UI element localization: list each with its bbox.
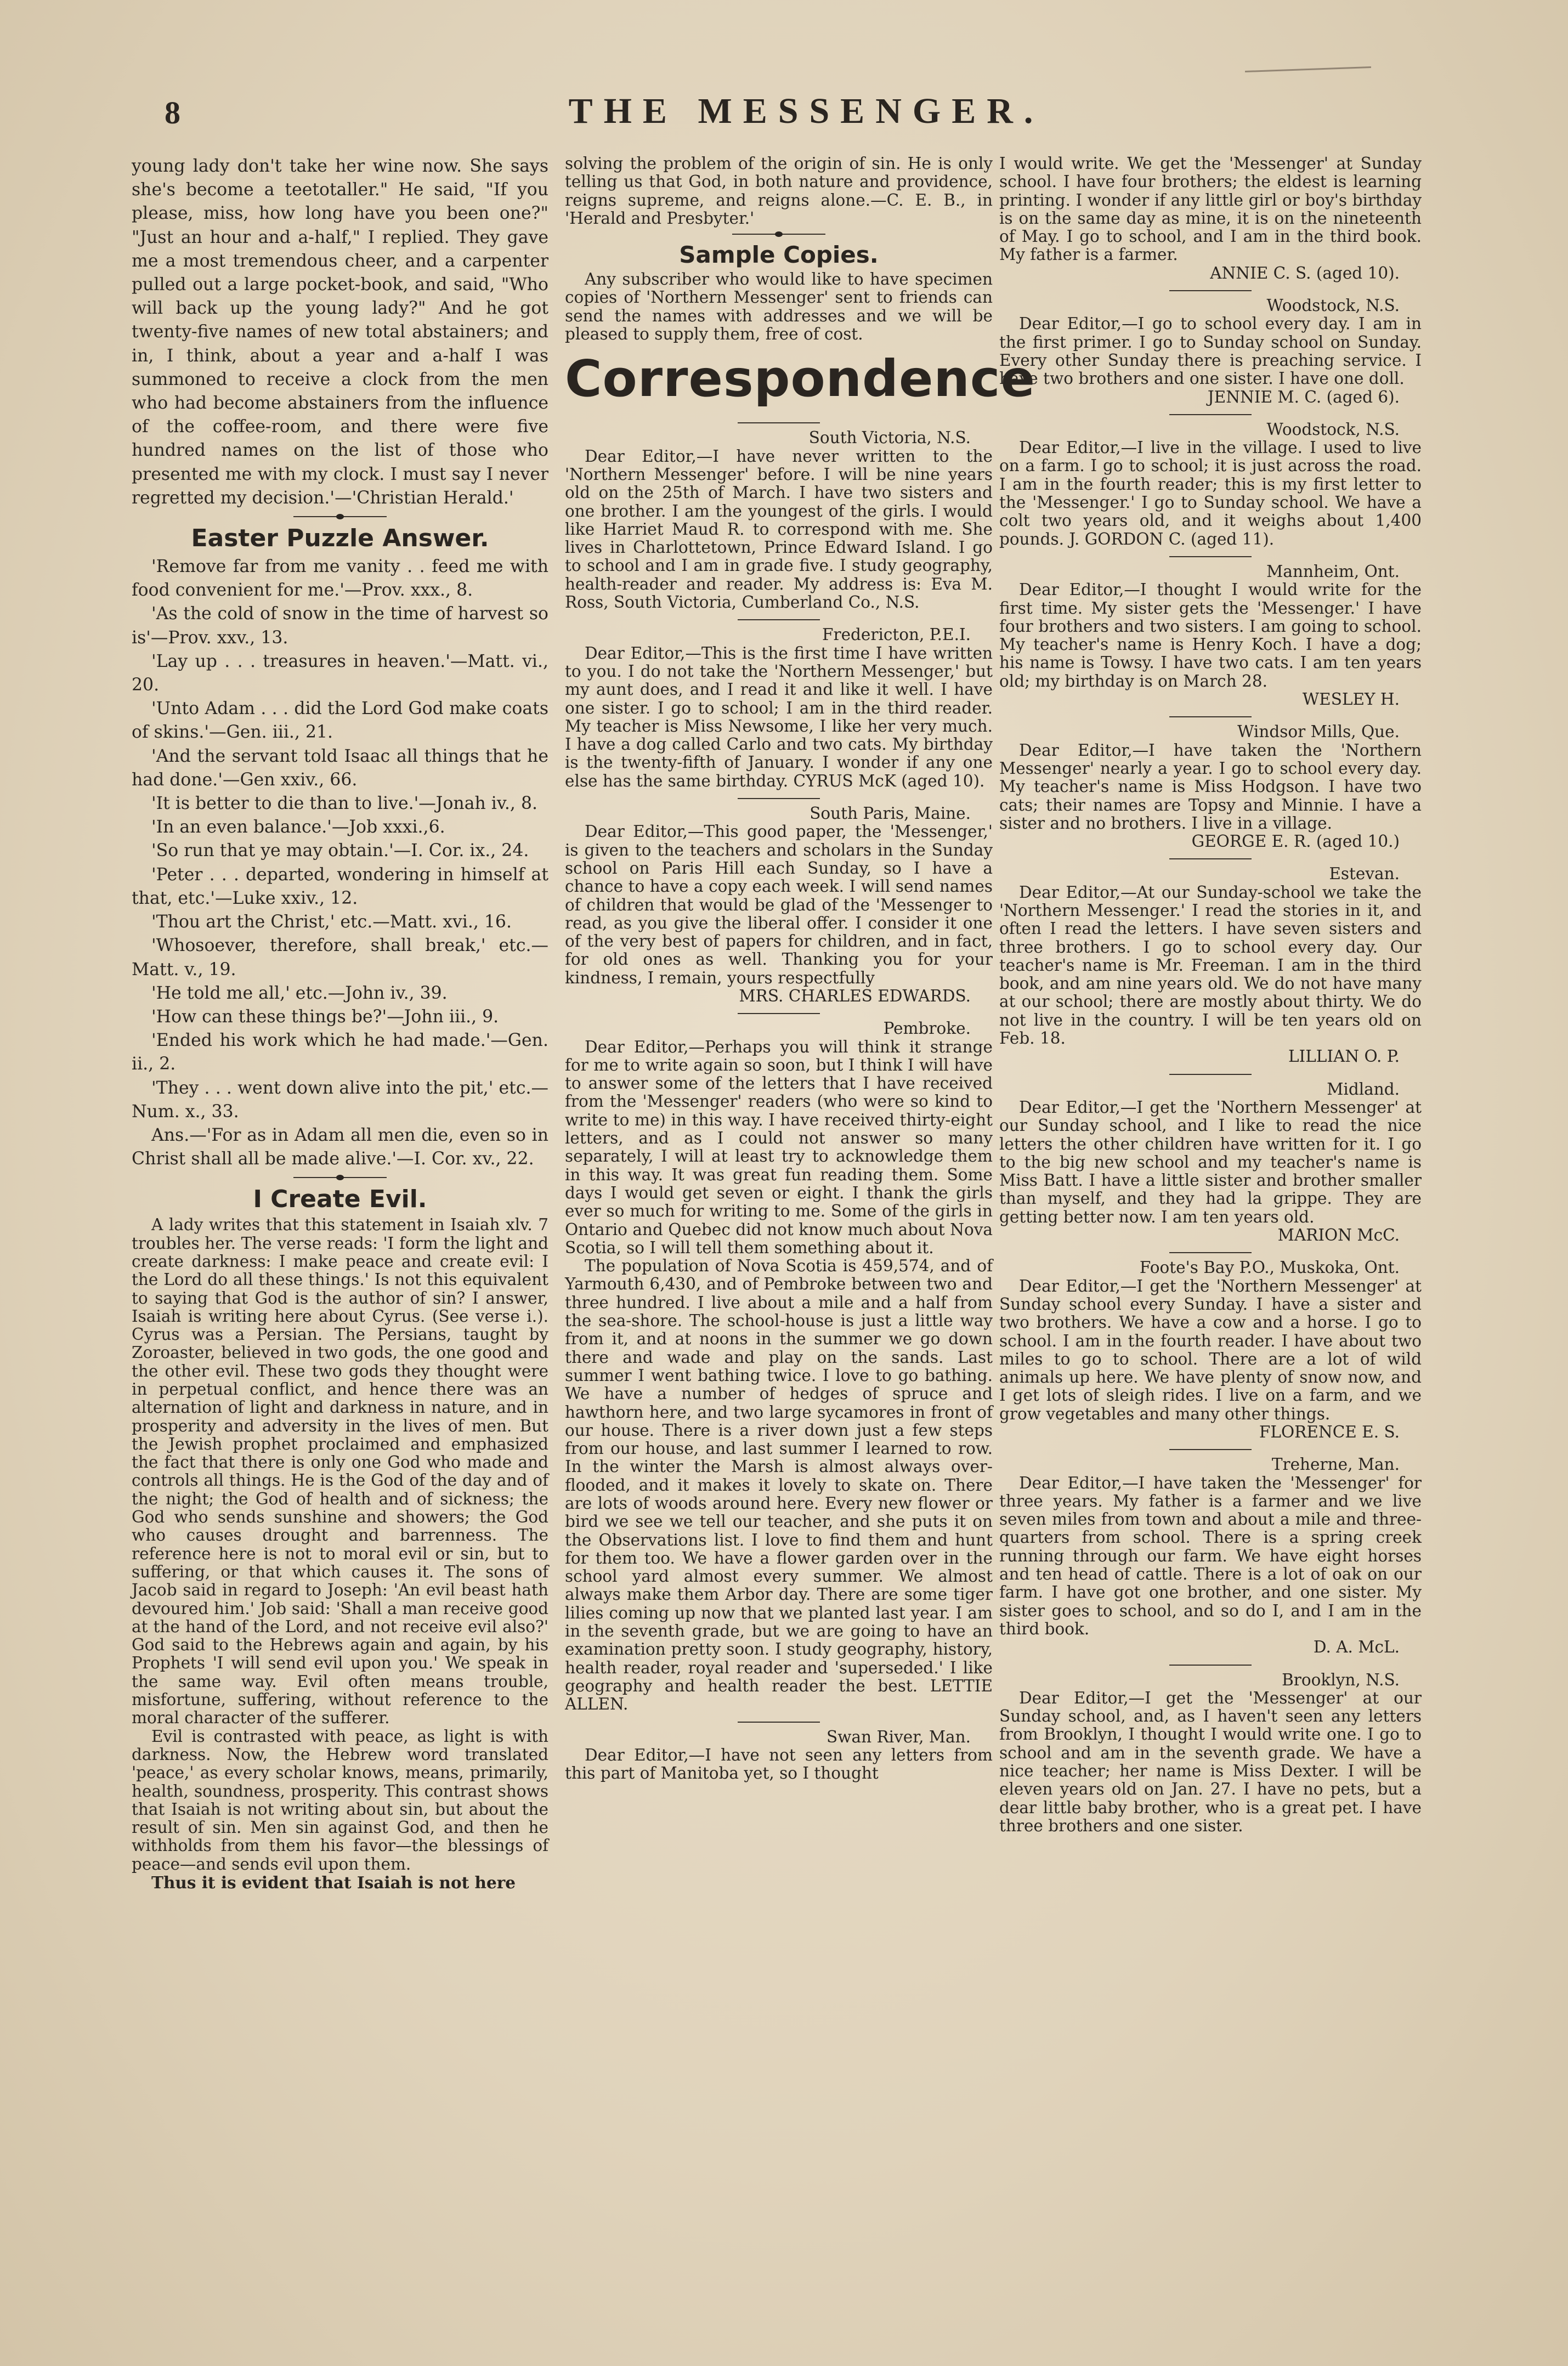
divider [1169, 1074, 1252, 1075]
divider [738, 422, 820, 423]
letter-signature: MARION McC. [1277, 1226, 1400, 1245]
divider [738, 619, 820, 620]
easter-puzzle-list [132, 555, 548, 1171]
list-item: 'Lay up . . . treasures in heaven.'—Matt. vi., 20. [132, 651, 548, 695]
section-ornament [293, 512, 387, 521]
letter-place: Swan River, Man. [827, 1727, 971, 1746]
divider [738, 798, 820, 799]
divider [1169, 858, 1252, 859]
column-3 [999, 155, 1422, 1835]
list-item: 'Peter . . . departed, wondering in himself at that, etc.'—Luke xxiv., 12. [132, 864, 548, 908]
divider [1169, 1252, 1252, 1253]
correspondence-heading: Correspondence [565, 349, 1035, 409]
letter [999, 723, 1422, 851]
list-item: 'In an even balance.'—Job xxxi.,6. [151, 817, 445, 837]
letter-body: The population of Nova Scotia is 459,574, and of Yarmouth 6,430, and of Pembroke between two and three hundred. I live about a mile and a half from the sea-shore. The school-house is just a little way from it, and at noons in the summer we go down there and wade and play on the sands. Last summer I went bathing twice. I love to go bathing. We have a number of hedges of spruce and hawthorn here, and two large sycamores in front of our house. There is a river down just a few steps from our house, and last summer I learned to row. In the winter the Marsh is almost always over-flooded, and it makes it lovely to skate on. There are lots of woods around here. Every new flower or bird we see we tell our teacher, and she puts it on the Observations list. I love to find them and hunt for them too. We have a flower garden over in the school yard almost every summer. We almost always make them Arbor day. There are some tiger lilies coming up now that we planted last year. I am in the seventh grade, but we are going to have an examination pretty soon. I study geography, history, health reader, royal reader and 'superseded.' I like geography and health reader the best. LETTIE ALLEN. [565, 1256, 993, 1714]
letter-body: Dear Editor,—I get the 'Northern Messenger' at our Sunday school, and I like to read the nice letters the other children have written for it. I go to the big new school and my teacher's name is Miss Batt. I have a little sister and brother smaller than myself, and they had la grippe. They are getting better now. I am ten years old. [999, 1097, 1422, 1226]
i-create-evil-heading: I Create Evil. [253, 1185, 427, 1214]
letter-place: Woodstock, N.S. [1266, 420, 1400, 439]
letter [565, 626, 993, 790]
letter [999, 297, 1422, 406]
letter-place: Woodstock, N.S. [1266, 296, 1400, 315]
letter-body: Dear Editor,—I have taken the 'Northern Messenger' nearly a year. I go to school every day. My teacher's name is Miss Hodgson. I have two cats; their names are Topsy and Minnie. I have a sister and no brothers. I live in a village. [999, 740, 1422, 833]
letter [565, 805, 993, 1005]
list-item: 'Ended his work which he had made.'—Gen. ii., 2. [132, 1031, 548, 1074]
letter-place: Estevan. [1329, 864, 1400, 884]
section-ornament [732, 230, 825, 239]
section-ornament [293, 1173, 387, 1182]
list-item: 'Thou art the Christ,' etc.—Matt. xvi., 16. [151, 912, 512, 932]
letter-body: Dear Editor,—This good paper, the 'Messenger,' is given to the teachers and scholars in the Sunday school on Paris Hill each Sunday, so I have a chance to have a copy each week. I will send names of children that would be glad of the 'Messenger to read, as you give the liberal offer. I consider it one of the very best of papers for children, and in fact, for old ones as well. Thanking you for your kindness, I remain, yours respectfully [565, 822, 993, 987]
letter-body: Dear Editor,—This is the first time I have written to you. I do not take the 'Northern Messenger,' but my aunt does, and I read it and like it well. I have one sister. I go to school; I am in the third reader. My teacher is Miss Newsome, I like her very much. I have a dog called Carlo and two cats. My birthday is the twenty-fifth of January. I wonder if any one else has the same birthday. CYRUS McK (aged 10). [565, 643, 993, 790]
list-item: 'They . . . went down alive into the pit,' etc.—Num. x., 33. [132, 1078, 548, 1122]
letter-body: Dear Editor,—Perhaps you will think it strange for me to write again so soon, but I think I will have to answer some of the letters that I have received from the 'Messenger' readers (who were so kind to write to me) in this way. I have received thirty-eight letters, and as I could not answer so many separately, I will at least try to acknowledge them in this way. It was great fun reading them. Some days I would get seven or eight. I thank the girls ever so much for writing to me. Some of the girls in Ontario and Quebec did not know much about Nova Scotia, so I will tell them something about it. [565, 1037, 993, 1257]
letter [999, 1259, 1422, 1441]
letter [999, 1456, 1422, 1656]
article-paragraph: A lady writes that this statement in Isaiah xlv. 7 troubles her. The verse reads: 'I form the light and create darkness: I make peace and create evil: I the Lord do all these things.' Is not this equivalent to saying that God is the author of sin? I answer, Isaiah is writing here about Cyrus. (See verse i.). Cyrus was a Persian. The Persians, taught by Zoroaster, believed in two gods, the one good and the other evil. These two gods they thought were in perpetual conflict, and hence there was an alternation of light and darkness in nature, and in prosperity and adversity in the lives of men. But the Jewish prophet proclaimed and emphasized the fact that there is only one God who made and controls all things. He is the God of the day and of the night; the God of health and of sickness; the God who sends sunshine and showers; the God who causes drought and barrenness. The reference here is not to moral evil or sin, but to suffering, or that which causes it. The sons of Jacob said in regard to Joseph: 'An evil beast hath devoured him.' Job said: 'Shall a man receive good at the hand of the Lord, and not receive evil also?' God said to the Hebrews again and again, by his Prophets 'I will send evil upon you.' We speak in the same way. Evil often means trouble, misfortune, suffering, without reference to the moral character of the sufferer. [132, 1215, 548, 1728]
article-continuation: young lady don't take her wine now. She says she's become a teetotaller." He said, "If you please, miss, how long have you been one?" "Just an hour and a-half," I replied. They gave me a most tremendous cheer, and a carpenter pulled out a large pocket-book, and said, "Who will back up the young lady?" And he got twenty-five names of new total abstainers; and in, I think, about a year and a-half I was summoned to receive a clock from the men who had become abstainers from the influence of the coffee-room, and there were five hundred names on the list of those who presented me with my clock. I must say I never regretted my decision.'—'Christian Herald.' [132, 156, 548, 508]
list-item: 'Unto Adam . . . did the Lord God make coats of skins.'—Gen. iii., 21. [132, 699, 548, 743]
letter-signature: LILLIAN O. P. [1288, 1047, 1400, 1066]
list-item: 'He told me all,' etc.—John iv., 39. [151, 983, 448, 1003]
list-item: 'And the servant told Isaac all things that he had done.'—Gen xxiv., 66. [132, 746, 548, 790]
divider [1169, 556, 1252, 557]
list-item: 'Whosoever, therefore, shall break,' etc.—Matt. v., 19. [132, 936, 548, 980]
letter-signature: D. A. McL. [1313, 1638, 1400, 1657]
letter-place: Foote's Bay P.O., Muskoka, Ont. [1139, 1258, 1400, 1277]
article-paragraph: Evil is contrasted with peace, as light is with darkness. Now, the Hebrew word translated 'peace,' as every scholar knows, means, primarily, health, soundness, prosperity. This contrast shows that Isaiah is not writing about sin, but about the result of sin. Men sin against God, and then he withholds from them his favor—the blessings of peace—and sends evil upon them. [132, 1727, 548, 1873]
letter [999, 1671, 1422, 1836]
letter [999, 1080, 1422, 1245]
letter-place: South Paris, Maine. [810, 804, 971, 823]
letter-body: Dear Editor,—I have not seen any letters from this part of Manitoba yet, so I thought [565, 1745, 993, 1783]
list-item: 'Remove far from me vanity . . feed me with food convenient for me.'—Prov. xxx., 8. [132, 557, 548, 601]
sample-copies-heading: Sample Copies. [679, 241, 879, 269]
letter [565, 429, 993, 612]
divider [1169, 414, 1252, 415]
letter-place: Pembroke. [883, 1019, 971, 1038]
divider [1169, 716, 1252, 717]
letter-place: Midland. [1327, 1079, 1400, 1099]
column-1 [132, 155, 548, 1892]
column-2 [565, 154, 1035, 1783]
letter [565, 1020, 993, 1713]
letter-body: Dear Editor,—I get the 'Messenger' at our Sunday school, and, as I haven't seen any letters from Brooklyn, I thought I would write one. I go to school and am in the seventh grade. We have a nice teacher; her name is Miss Dexter. I will be eleven years old on Jan. 27. I have no pets, but a dear little baby brother, who is a great pet. I have three brothers and one sister. [999, 1688, 1422, 1835]
letter-body: Dear Editor,—At our Sunday-school we take the 'Northern Messenger.' I read the stories in it, and often I read the letters. I have seven sisters and three brothers. I go to school every day. Our teacher's name is Mr. Freeman. I am in the third book, and am nine years old. We do not have many at our school; there are mostly about thirty. We do not live in the country. I will be ten years old on Feb. 18. [999, 882, 1422, 1048]
letter-place: Windsor Mills, Que. [1237, 722, 1400, 742]
letter-body: Dear Editor,—I get the 'Northern Messenger' at Sunday school every Sunday. I have a sister and two brothers. We have a cow and a horse. I go to school. I am in the fourth reader. I have about two miles to go to school. There are a lot of wild animals up here. We have plenty of snow now, and I get lots of sleigh rides. I live on a farm, and we grow vegetables and many other things. [999, 1276, 1422, 1423]
article-continuation: solving the problem of the origin of sin. He is only telling us that God, in both nature and providence, reigns supreme, and reigns alone.—C. E. B., in 'Herald and Presbyter.' [565, 154, 993, 228]
list-item: 'So run that ye may obtain.'—I. Cor. ix., 24. [151, 841, 529, 861]
letter [999, 865, 1422, 1066]
divider [1169, 1665, 1252, 1666]
letter-signature: WESLEY H. [1302, 690, 1400, 709]
divider [1169, 290, 1252, 291]
letter [999, 421, 1422, 548]
letter-place: Brooklyn, N.S. [1282, 1670, 1400, 1689]
list-item: 'As the cold of snow in the time of harvest so is'—Prov. xxv., 13. [132, 604, 548, 648]
list-item: 'It is better to die than to live.'—Jonah iv., 8. [151, 794, 537, 814]
letter [999, 563, 1422, 709]
article-paragraph: Thus it is evident that Isaiah is not here [151, 1873, 516, 1893]
divider [738, 1722, 820, 1723]
divider [738, 1013, 820, 1014]
letter-signature: FLORENCE E. S. [1259, 1423, 1400, 1441]
letter-continuation: I would write. We get the 'Messenger' at Sunday school. I have four brothers; the eldest is learning printing. I wonder if any little girl or boy's birthday is on the same day as mine, it is on the nineteenth of May. I go to school, and I am in the third book. My father is a farmer. [999, 154, 1422, 264]
list-item: Ans.—'For as in Adam all men die, even so in Christ shall all be made alive.'—I. Cor. xv., 22. [132, 1125, 548, 1169]
letter-body: Dear Editor,—I have taken the 'Messenger' for three years. My father is a farmer and we live seven miles from town and about a mile and three-quarters from school. There is a spring creek running through our farm. We have eight horses and ten head of cattle. There is a lot of oak on our farm. I have got one brother, and one sister. My sister goes to school, and so do I, and I am in the third book. [999, 1473, 1422, 1638]
letter [565, 1728, 993, 1783]
letter-body: Dear Editor,—I have never written to the 'Northern Messenger' before. I will be nine years old on the 25th of March. I have two sisters and one brother. I am the youngest of the girls. I would like Harriet Maud R. to correspond with me. She lives in Charlottetown, Prince Edward Island. I go to school and I am in grade five. I study geography, health-reader and reader. My address is: Eva M. Ross, South Victoria, Cumberland Co., N.S. [565, 446, 993, 612]
divider [1169, 1449, 1252, 1450]
letter-place: Fredericton, P.E.I. [822, 625, 971, 644]
pencil-mark [1245, 66, 1371, 72]
letter-place: South Victoria, N.S. [808, 428, 971, 448]
page-number: 8 [165, 95, 180, 131]
letter-signature: ANNIE C. S. (aged 10). [1210, 263, 1400, 282]
list-item: 'How can these things be?'—John iii., 9. [151, 1006, 499, 1027]
letter-signature: GEORGE E. R. (aged 10.) [1191, 832, 1400, 851]
easter-puzzle-heading: Easter Puzzle Answer. [191, 524, 489, 553]
letter-signature: JENNIE M. C. (aged 6). [1207, 387, 1400, 406]
letter-body: Dear Editor,—I thought I would write for the first time. My sister gets the 'Messenger.' I have four brothers and two sisters. I am going to school. My teacher's name is Henry Koch. I have a dog; his name is Towsy. I have two cats. I am ten years old; my birthday is on March 28. [999, 580, 1422, 690]
masthead-title: THE MESSENGER. [568, 91, 1044, 131]
letter-signature: MRS. CHARLES EDWARDS. [739, 986, 971, 1005]
letter-body: Dear Editor,—I go to school every day. I am in the first primer. I go to Sunday school on Sunday. Every other Sunday there is preaching service. I have two brothers and one sister. I have one doll. [999, 314, 1422, 388]
letter-place: Mannheim, Ont. [1266, 562, 1400, 581]
letter-body: Dear Editor,—I live in the village. I used to live on a farm. I go to school; it is just across the road. I am in the fourth reader; this is my first letter to the 'Messenger.' I go to Sunday school. We have a colt two years old, and it weighs about 1,400 pounds. J. GORDON C. (aged 11). [999, 438, 1422, 548]
letter-place: Treherne, Man. [1271, 1455, 1400, 1474]
sample-copies-text: Any subscriber who would like to have specimen copies of 'Northern Messenger' sent to friends can send the names with addresses and we will be pleased to supply them, free of cost. [565, 270, 993, 344]
